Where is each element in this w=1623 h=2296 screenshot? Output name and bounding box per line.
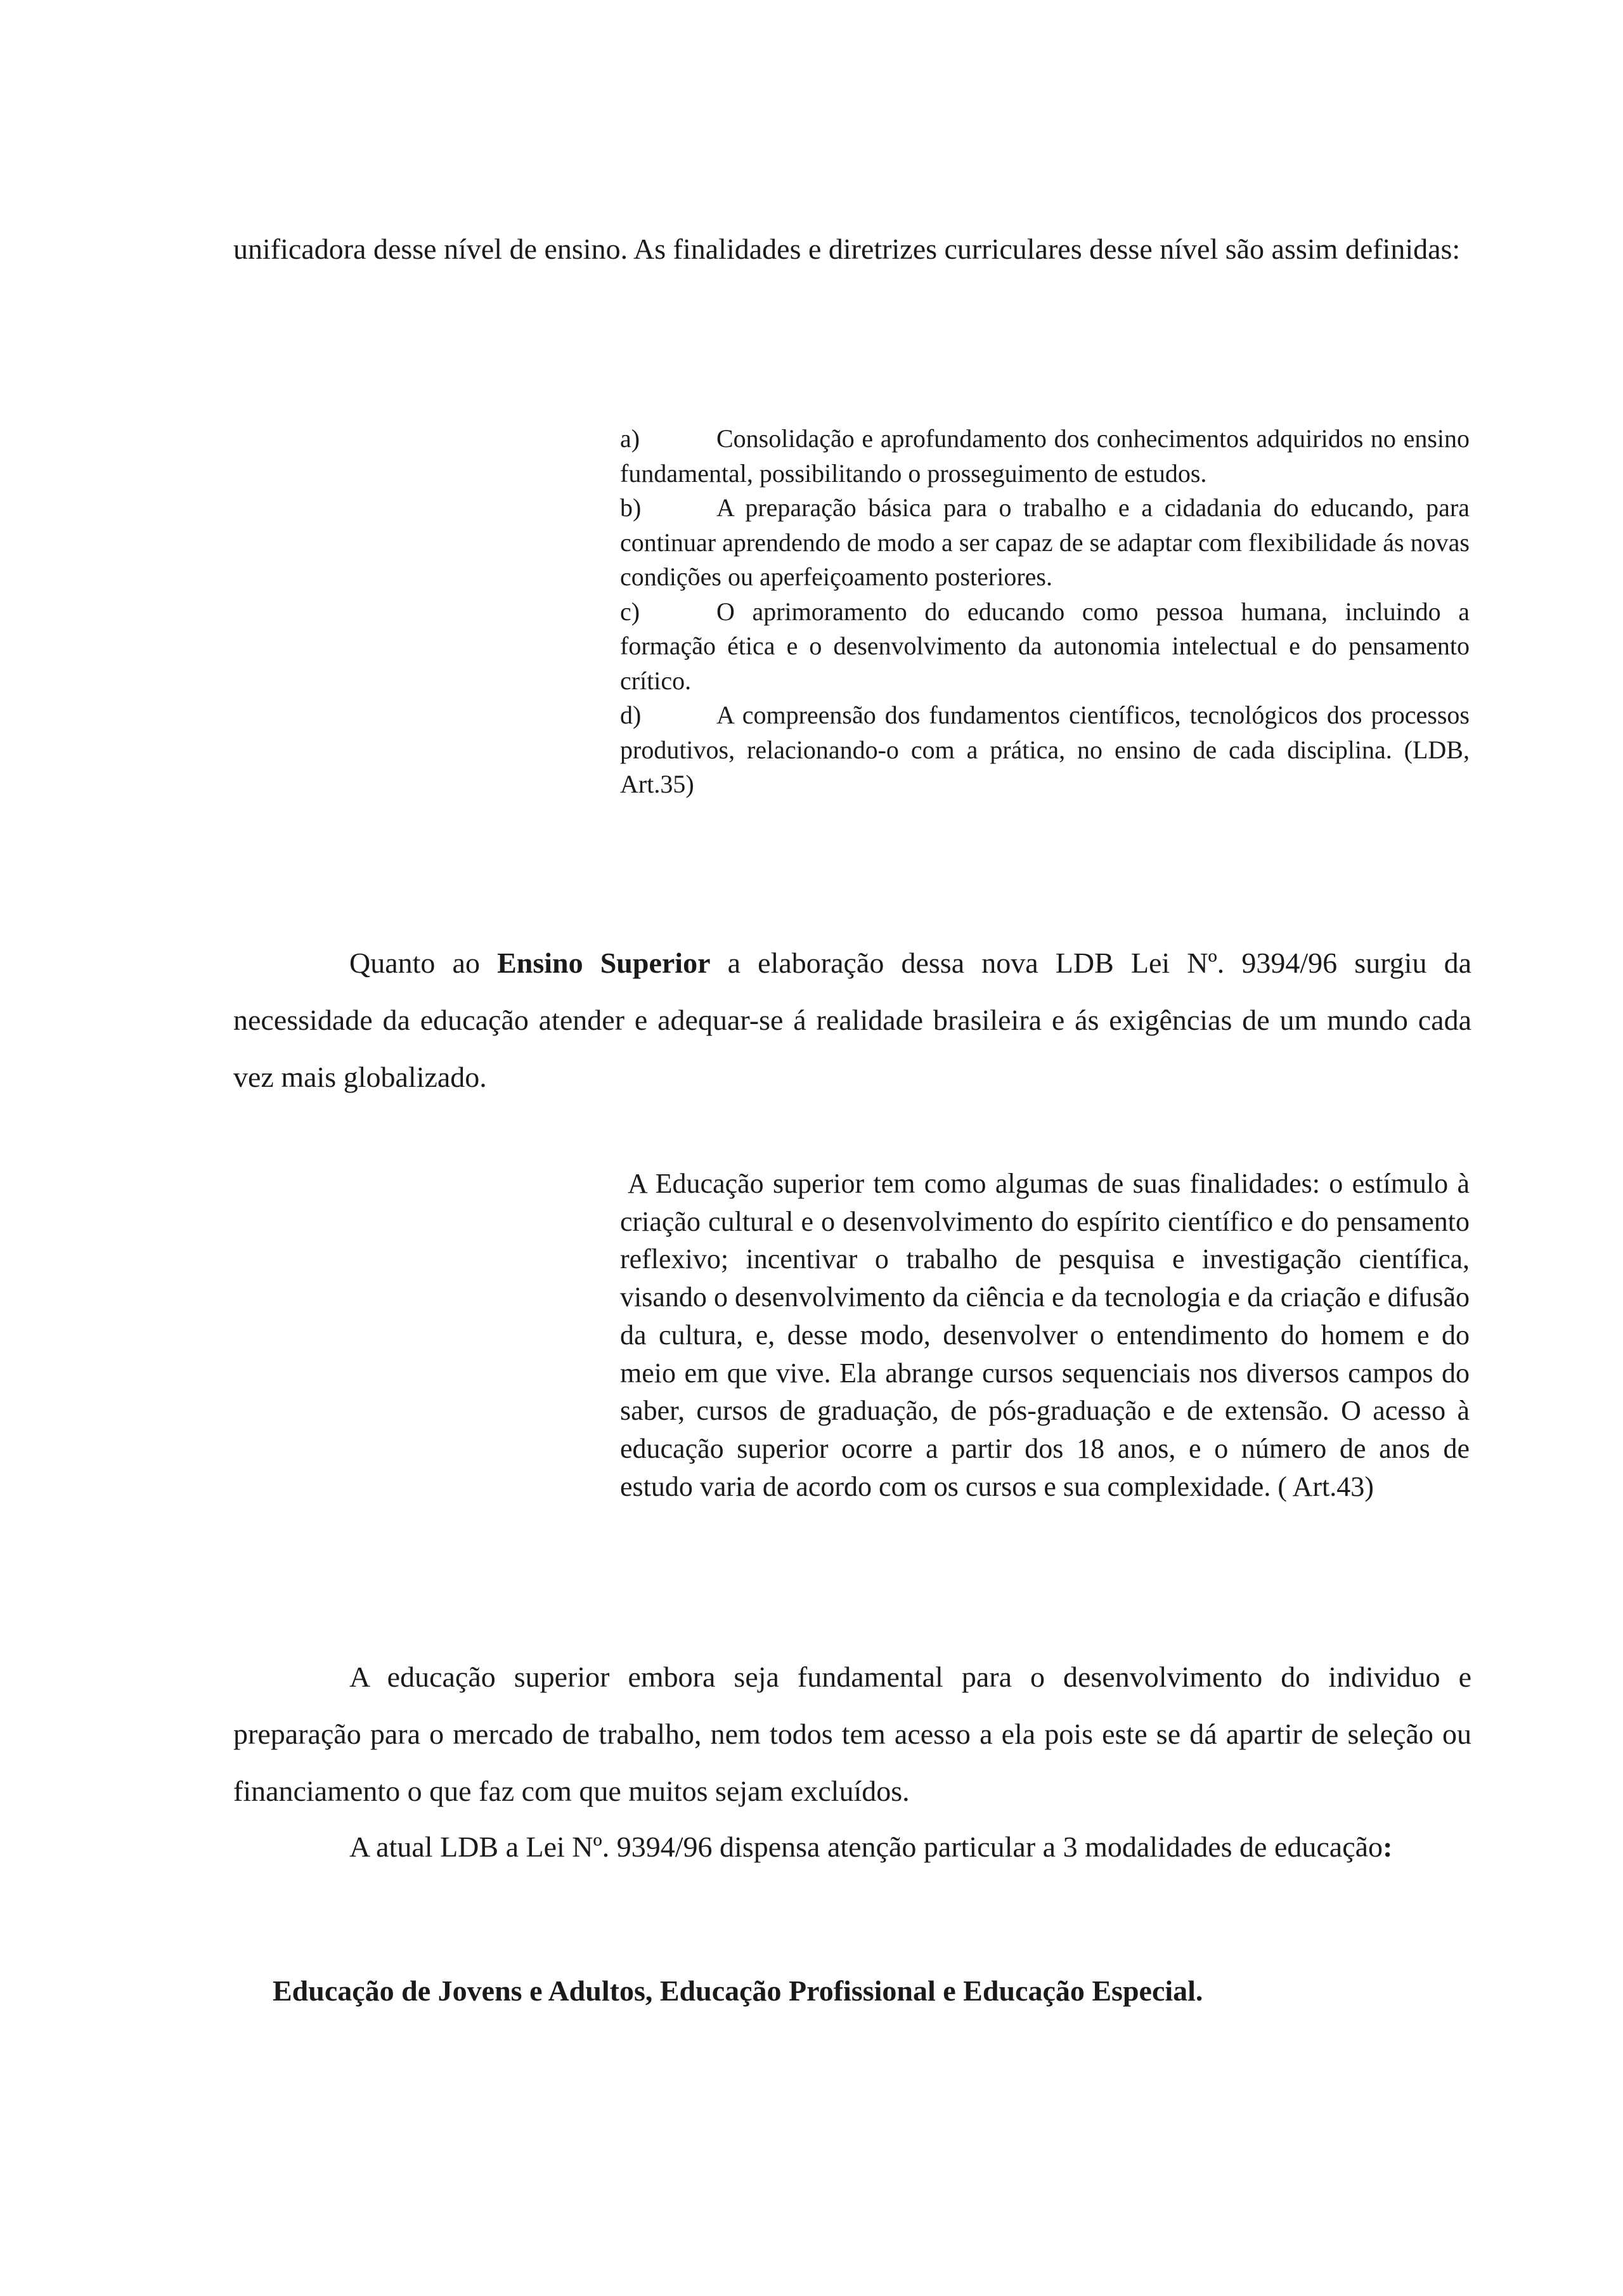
- paragraph-modalidades-text: A atual LDB a Lei Nº. 9394/96 dispensa atenção particular a 3 modalidades de educação: [349, 1831, 1383, 1863]
- quote-item-text: O aprimoramento do educando como pessoa humana, incluindo a formação ética e o desenvolvimento da autonomia intelectual e do pensamento crítico.: [620, 597, 1470, 695]
- paragraph-superior-after: a elaboração dessa nova LDB Lei Nº. 9394/96 surgiu da necessidade da educação atender e adequar-se á realidade brasileira e ás exigências de um mundo cada vez mais globalizado.: [233, 947, 1471, 1093]
- quote-item-label: d): [620, 701, 642, 729]
- quote-item-text: A preparação básica para o trabalho e a cidadania do educando, para continuar aprendendo de modo a ser capaz de se adaptar com flexibilidade ás novas condições ou aperfeiçoamento posteriores.: [620, 493, 1470, 591]
- paragraph-modalidades-colon: :: [1383, 1831, 1393, 1863]
- paragraph-acesso: A educação superior embora seja fundamental para o desenvolvimento do individuo e preparação para o mercado de trabalho, nem todos tem acesso a ela pois este se dá apartir de seleção ou financiamento o que faz com que muitos sejam excluídos.: [233, 1661, 1471, 1807]
- paragraph-modalidades: [233, 1819, 1471, 1876]
- paragraph-intro: unificadora desse nível de ensino. As finalidades e diretrizes curriculares desse nível são assim definidas:: [233, 233, 1461, 265]
- quote-item-label: b): [620, 493, 642, 522]
- quote-item-b: [620, 491, 1470, 595]
- quote-item-text: A compreensão dos fundamentos científicos, tecnológicos dos processos produtivos, relacionando-o com a prática, no ensino de cada disciplina. (LDB, Art.35): [620, 701, 1470, 798]
- quote-item-c: [620, 595, 1470, 699]
- quote-item-label: a): [620, 424, 640, 453]
- paragraph-superior-bold: Ensino Superior: [497, 947, 711, 979]
- paragraph-ensino-superior: [233, 935, 1471, 1106]
- quote-ldb-art35: [620, 422, 1470, 802]
- paragraph-superior-before: Quanto ao: [349, 947, 498, 979]
- quote-item-d: [620, 698, 1470, 802]
- quote-art43: A Educação superior tem como algumas de suas finalidades: o estímulo à criação cultural e o desenvolvimento do espírito científico e do pensamento reflexivo; incentivar o trabalho de pesquisa e investigação científica, visando o desenvolvimento da ciência e da tecnologia e da criação e difusão da cultura, e, desse modo, desenvolver o entendimento do homem e do meio em que vive. Ela abrange cursos sequenciais nos diversos campos do saber, cursos de graduação, de pós-graduação e de extensão. O acesso à educação superior ocorre a partir dos 18 anos, e o número de anos de estudo varia de acordo com os cursos e sua complexidade. ( Art.43): [620, 1168, 1470, 1502]
- quote-item-a: [620, 422, 1470, 491]
- final-heading: Educação de Jovens e Adultos, Educação Profissional e Educação Especial.: [273, 1975, 1203, 2007]
- quote-item-label: c): [620, 597, 640, 626]
- quote-item-text: Consolidação e aprofundamento dos conhecimentos adquiridos no ensino fundamental, possibilitando o prosseguimento de estudos.: [620, 424, 1470, 488]
